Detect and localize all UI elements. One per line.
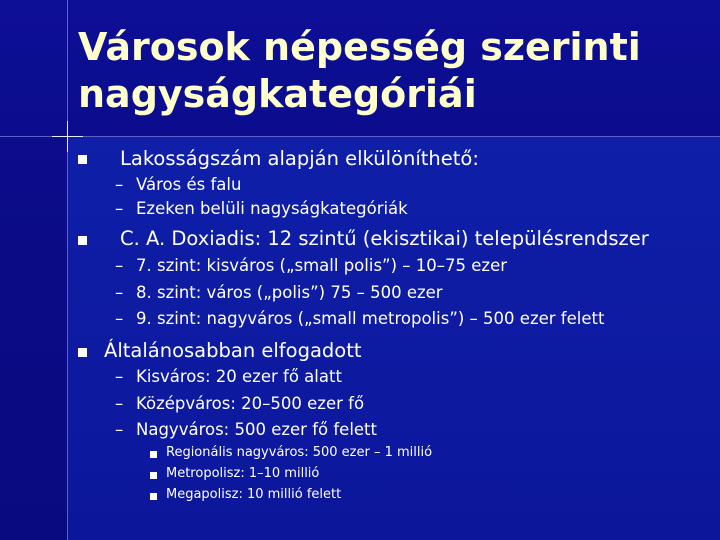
dash-bullet-icon: – xyxy=(115,199,124,218)
sub-sub-bullet-text: Metropolisz: 1–10 millió xyxy=(166,466,320,481)
sub-sub-bullet-text: Megapolisz: 10 millió felett xyxy=(166,487,342,502)
square-bullet-icon xyxy=(150,493,157,500)
slide-title: Városok népesség szerinti nagyságkategóriái xyxy=(78,25,641,116)
sub-bullet-text: Város és falu xyxy=(136,175,242,194)
dash-bullet-icon: – xyxy=(115,175,124,194)
sub-bullet-text: Nagyváros: 500 ezer fő felett xyxy=(136,420,377,439)
dash-bullet-icon: – xyxy=(115,394,124,413)
square-bullet-icon xyxy=(78,236,87,245)
dash-bullet-icon: – xyxy=(115,420,124,439)
sub-bullet-text: 8. szint: város („polis”) 75 – 500 ezer xyxy=(136,283,443,302)
sub-bullet-text: Ezeken belüli nagyságkategóriák xyxy=(136,199,408,218)
sub-sub-bullet-text: Regionális nagyváros: 500 ezer – 1 millió xyxy=(166,445,433,460)
square-bullet-icon xyxy=(150,472,157,479)
sub-bullet-text: Középváros: 20–500 ezer fő xyxy=(136,394,365,413)
dash-bullet-icon: – xyxy=(115,309,124,328)
sub-bullet-text: 9. szint: nagyváros („small metropolis”) – 500 ezer felett xyxy=(136,309,605,328)
sub-bullet-text: 7. szint: kisváros („small polis”) – 10–75 ezer xyxy=(136,256,508,275)
square-bullet-icon xyxy=(150,451,157,458)
bullet-text: Általánosabban elfogadott xyxy=(104,339,362,362)
dash-bullet-icon: – xyxy=(115,367,124,386)
bullet-text: C. A. Doxiadis: 12 szintű (ekisztikai) településrendszer xyxy=(120,227,649,250)
dash-bullet-icon: – xyxy=(115,283,124,302)
sub-bullet-text: Kisváros: 20 ezer fő alatt xyxy=(136,367,342,386)
square-bullet-icon xyxy=(78,348,87,357)
bullet-text: Lakosságszám alapján elkülöníthető: xyxy=(120,147,479,170)
square-bullet-icon xyxy=(78,155,87,164)
dash-bullet-icon: – xyxy=(115,256,124,275)
